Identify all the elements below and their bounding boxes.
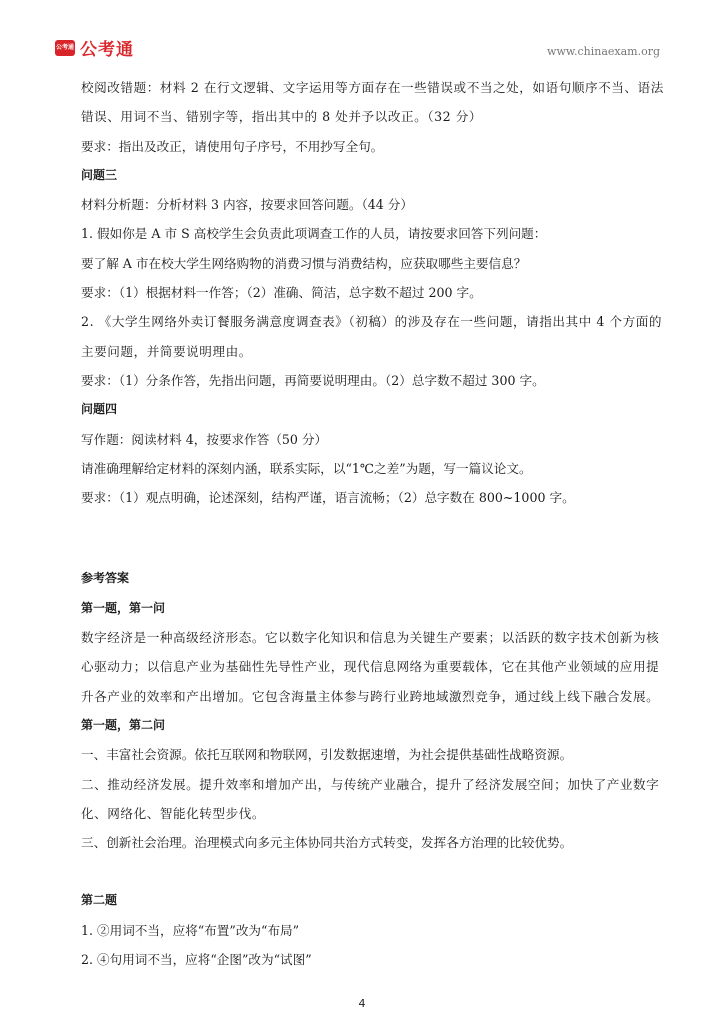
question-4-intro: 写作题：阅读材料 4，按要求作答（50 分） [81, 431, 328, 447]
answer-1-1-heading: 第一题，第一问 [81, 600, 166, 615]
page-header [0, 0, 724, 60]
question-3-heading: 问题三 [81, 167, 118, 182]
question-3-item-1-sub: 要了解 A 市在校大学生网络购物的消费习惯与消费结构，应获取哪些主要信息？ [81, 255, 527, 271]
answers-heading: 参考答案 [81, 571, 130, 586]
paragraph-correction-task: 校阅改错题：材料 2 在行文逻辑、文字运用等方面存在一些错误或不当之处，如语句顺序不当、语法错误、用词不当、错别字等，指出其中的 8 处并予以改正。（32 分） [81, 80, 664, 125]
logo-text: 公考通 [80, 40, 134, 60]
question-3-item-1: 1. 假如你是 A 市 S 高校学生会负责此项调查工作的人员，请按要求回答下列问题： [81, 226, 547, 242]
spacer [81, 512, 671, 564]
logo-badge-icon: 公考通 [55, 40, 75, 56]
answer-1-2-point-2: 二、推动经济发展。提升效率和增加产出，与传统产业融合，提升了经济发展空间；加快了产业数字化、网络化、智能化转型步伐。 [81, 776, 660, 821]
question-3-item-2-requirement: 要求：（1）分条作答，先指出问题，再简要说明理由。（2）总字数不超过 300 字。 [81, 372, 545, 388]
answer-1-2-heading: 第一题，第二问 [81, 717, 166, 732]
question-3-item-1-requirement: 要求：（1）根据材料一作答；（2）准确、简洁，总字数不超过 200 字。 [81, 285, 482, 301]
spacer [81, 857, 671, 886]
question-4-heading: 问题四 [81, 402, 118, 417]
paragraph-correction-requirement: 要求：指出及改正，请使用句子序号，不用抄写全句。 [81, 138, 384, 154]
answer-1-1-text: 数字经济是一种高级经济形态。它以数字化知识和信息为关键生产要素；以活跃的数字技术创新为核心驱动力；以信息产业为基础性先导性产业，现代信息网络为重要载体，它在其他产业领域的应用提升各产业的效率和产出增加。它包含海量主体参与跨行业跨地域激烈竞争，通过线上线下融合发展。 [81, 630, 660, 704]
question-4-task: 请准确理解给定材料的深刻内涵，联系实际，以“1℃之差”为题，写一篇议论文。 [81, 460, 532, 476]
site-url[interactable]: www.chinaexam.org [547, 45, 660, 58]
document-body [81, 73, 671, 974]
site-logo[interactable] [55, 35, 134, 60]
answer-2-heading: 第二题 [81, 893, 118, 908]
page-number: 4 [358, 997, 366, 1010]
answer-1-2-point-1: 一、丰富社会资源。依托互联网和物联网，引发数据速增，为社会提供基础性战略资源。 [81, 747, 573, 763]
answer-2-item-2: 2. ④句用词不当，应将“企图”改为“试图” [81, 952, 312, 968]
question-3-item-2: 2. 《大学生网络外卖订餐服务满意度调查表》（初稿）的涉及存在一些问题，请指出其中 4 个方面的主要问题，并简要说明理由。 [81, 314, 663, 359]
question-4-requirement: 要求：（1）观点明确，论述深刻，结构严谨，语言流畅；（2）总字数在 800~1000 字。 [81, 490, 575, 506]
answer-1-2-point-3: 三、创新社会治理。治理模式向多元主体协同共治方式转变，发挥各方治理的比较优势。 [81, 835, 573, 851]
question-3-intro: 材料分析题：分析材料 3 内容，按要求回答问题。（44 分） [81, 197, 413, 213]
answer-2-item-1: 1. ②用词不当，应将“布置”改为“布局” [81, 922, 300, 938]
